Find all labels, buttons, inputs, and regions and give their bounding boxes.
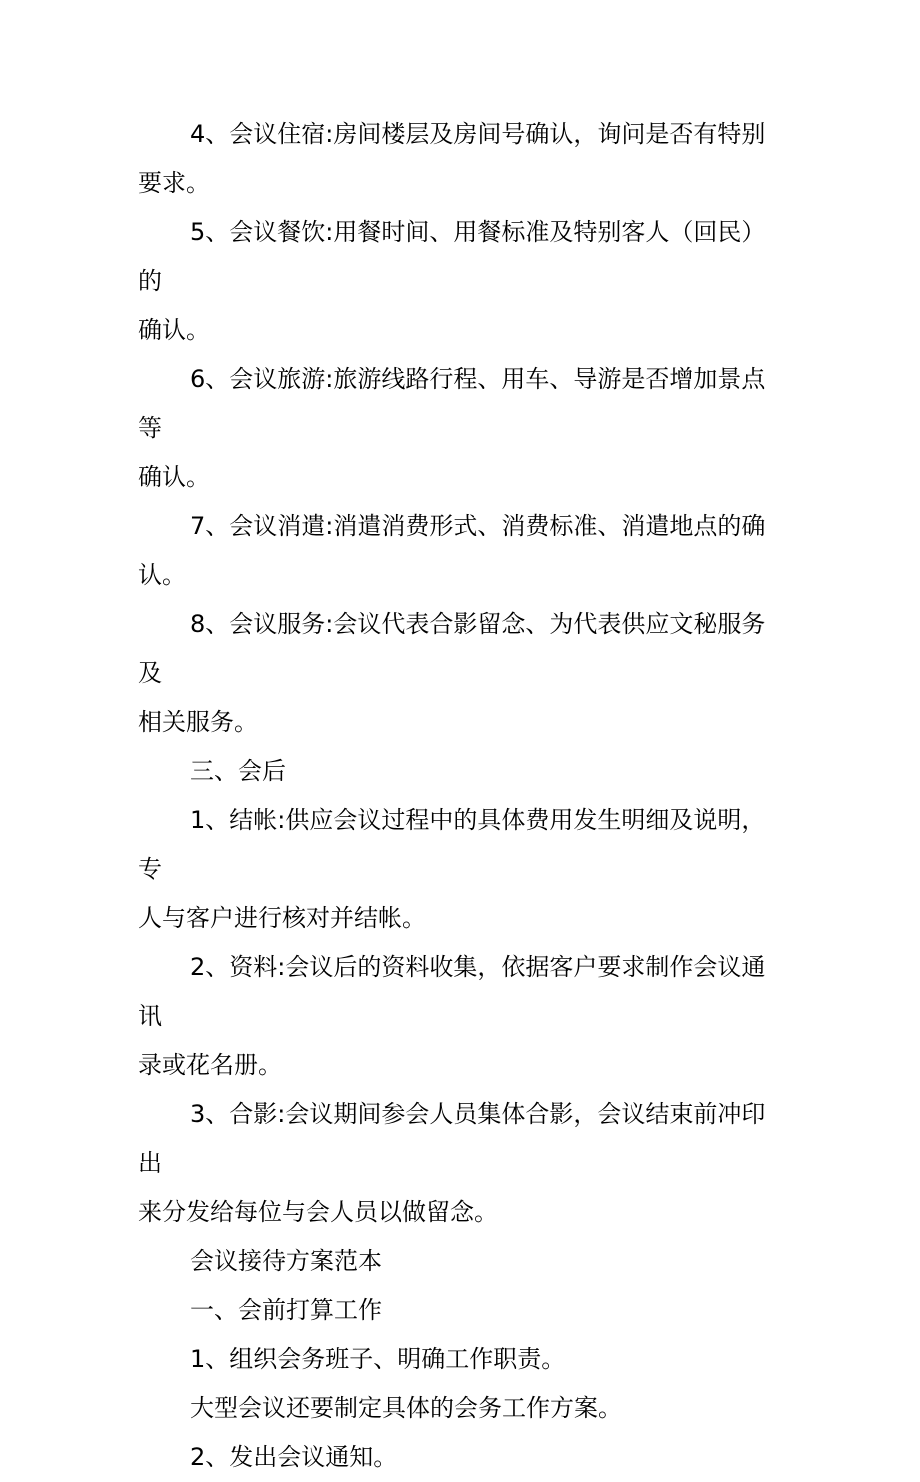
section-heading-after-meeting (138, 747, 788, 796)
paragraph-line: 7、会议消遣:消遣消费形式、消费标准、消遣地点的确认。 (138, 512, 766, 589)
paragraph-catering (138, 208, 788, 355)
paragraph-accommodation (138, 110, 788, 208)
paragraph-line: 三、会后 (190, 757, 286, 785)
section-heading-before-meeting (138, 1286, 788, 1335)
paragraph-tourism (138, 355, 788, 502)
paragraph-line: 3、合影:会议期间参会人员集体合影，会议结束前冲印出 (138, 1100, 766, 1177)
paragraph-organize-team (138, 1335, 788, 1384)
document-body (138, 110, 788, 1482)
paragraph-line: 一、会前打算工作 (190, 1296, 382, 1324)
paragraph-settlement (138, 796, 788, 943)
paragraph-line: 8、会议服务:会议代表合影留念、为代表供应文秘服务及 (138, 610, 766, 687)
paragraph-send-notice (138, 1433, 788, 1482)
paragraph-large-meeting-plan (138, 1384, 788, 1433)
paragraph-line: 录或花名册。 (138, 1051, 282, 1079)
document-subtitle (138, 1237, 788, 1286)
paragraph-line: 来分发给每位与会人员以做留念。 (138, 1198, 498, 1226)
paragraph-line: 1、结帐:供应会议过程中的具体费用发生明细及说明，专 (138, 806, 766, 883)
paragraph-line: 会议接待方案范本 (190, 1247, 382, 1275)
paragraph-line: 1、组织会务班子、明确工作职责。 (190, 1345, 566, 1373)
paragraph-group-photo (138, 1090, 788, 1237)
paragraph-line: 确认。 (138, 316, 210, 344)
paragraph-line: 5、会议餐饮:用餐时间、用餐标准及特别客人（回民）的 (138, 218, 766, 295)
paragraph-line: 2、发出会议通知。 (190, 1443, 398, 1471)
paragraph-line: 确认。 (138, 463, 210, 491)
paragraph-line: 4、会议住宿:房间楼层及房间号确认，询问是否有特别 (190, 120, 766, 148)
paragraph-line: 相关服务。 (138, 708, 258, 736)
paragraph-line: 要求。 (138, 169, 210, 197)
paragraph-line: 大型会议还要制定具体的会务工作方案。 (190, 1394, 622, 1422)
paragraph-line: 人与客户进行核对并结帐。 (138, 904, 426, 932)
paragraph-services (138, 600, 788, 747)
paragraph-materials (138, 943, 788, 1090)
paragraph-line: 2、资料:会议后的资料收集，依据客户要求制作会议通讯 (138, 953, 766, 1030)
paragraph-entertainment (138, 502, 788, 600)
paragraph-line: 6、会议旅游:旅游线路行程、用车、导游是否增加景点等 (138, 365, 766, 442)
